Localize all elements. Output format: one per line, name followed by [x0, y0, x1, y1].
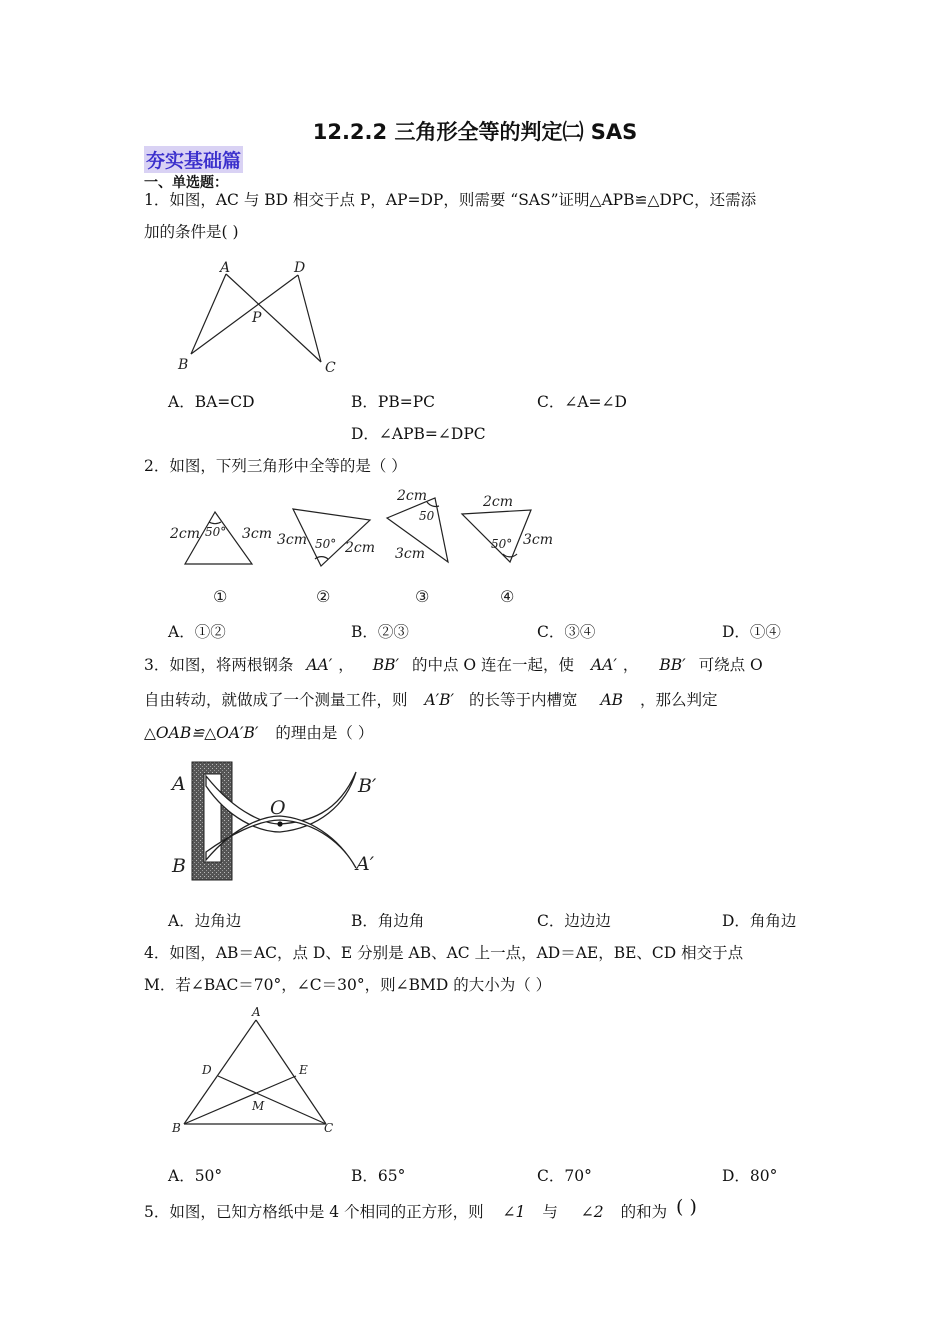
q3-label-b-prime: B′ — [358, 775, 377, 797]
q3-math-bb2: BB′ — [659, 656, 686, 674]
q5-answer-paren: ( ) — [676, 1196, 697, 1218]
q2-t3-angle: 50 — [419, 509, 435, 523]
q2-text-line1: 2．如图，下列三角形中全等的是（ ） — [144, 457, 407, 475]
q2-option-b[interactable]: B．②③ — [351, 623, 409, 641]
q3-text-1c: 可绕点 O — [698, 656, 763, 674]
q4-option-c[interactable]: C．70° — [537, 1167, 592, 1185]
q3-figure — [168, 756, 388, 884]
q4-label-b: B — [172, 1121, 181, 1135]
q2-number-1: ① — [213, 587, 228, 606]
subsection-heading: 一、单选题： — [144, 175, 228, 191]
q2-t4-right: 3cm — [523, 532, 554, 548]
q5-math-angle2: ∠2 — [580, 1203, 604, 1221]
q3-option-a[interactable]: A．边角边 — [168, 912, 242, 930]
q5-math-angle1: ∠1 — [502, 1203, 526, 1221]
q3-math-ab-prime: A′B′ — [424, 691, 455, 709]
q1-text-line1: 1．如图，AC 与 BD 相交于点 P，AP=DP，则需要 “SAS”证明△APB≌△DPC，还需添 — [144, 191, 757, 209]
q3-text-line3 — [144, 721, 373, 743]
q4-option-d[interactable]: D．80° — [722, 1167, 778, 1185]
q2-t3-top: 2cm — [397, 488, 428, 504]
q2-t2-angle: 50° — [315, 537, 337, 551]
q3-label-a-prime: A′ — [356, 853, 375, 875]
q4-option-a[interactable]: A．50° — [168, 1167, 223, 1185]
q5-text-1b: 的和为 — [620, 1203, 668, 1221]
q4-label-c: C — [324, 1121, 334, 1135]
q3-text-2a: 自由转动，就做成了一个测量工件，则 — [144, 691, 408, 709]
q2-number-2: ② — [316, 587, 331, 606]
q4-label-d: D — [202, 1063, 212, 1077]
q1-label-p: P — [252, 310, 262, 326]
q4-label-e: E — [299, 1063, 308, 1077]
q3-text-line2 — [144, 688, 718, 710]
q1-option-a[interactable]: A．BA=CD — [168, 393, 255, 411]
q3-math-ab: AB — [600, 691, 624, 709]
q1-label-b: B — [178, 357, 189, 373]
q2-t3-bottom: 3cm — [395, 546, 426, 562]
q4-figure — [168, 1004, 348, 1140]
q3-text-1a: 3．如图，将两根钢条 — [144, 656, 294, 674]
q2-t4-top: 2cm — [483, 494, 514, 510]
q2-number-4: ④ — [500, 587, 515, 606]
q3-text-2b: 的长等于内槽宽 — [469, 691, 578, 709]
q3-label-b: B — [172, 855, 186, 877]
q5-text-1a: 5．如图，已知方格纸中是 4 个相同的正方形，则 — [144, 1203, 484, 1221]
q2-number-3: ③ — [415, 587, 430, 606]
q2-option-a[interactable]: A．①② — [168, 623, 226, 641]
q3-math-congruence: △OAB≌△OA′B′ — [144, 724, 259, 742]
q4-text-line1: 4．如图，AB＝AC，点 D、E 分别是 AB、AC 上一点，AD＝AE，BE、CD 相交于点 — [144, 944, 744, 962]
q2-t1-left: 2cm — [170, 526, 201, 542]
q1-option-d[interactable]: D．∠APB=∠DPC — [351, 425, 486, 443]
q1-text-line2: 加的条件是( ) — [144, 223, 239, 241]
q3-label-a: A — [172, 773, 186, 795]
q2-t1-angle: 50° — [205, 525, 227, 539]
q3-math-bb1: BB′ — [372, 656, 399, 674]
q4-label-m: M — [252, 1099, 265, 1113]
q3-sep-1: ， — [338, 656, 354, 674]
q2-t2-right: 2cm — [345, 540, 376, 556]
q1-label-a: A — [220, 260, 231, 276]
q3-text-1b: 的中点 O 连在一起，使 — [411, 656, 574, 674]
q3-option-b[interactable]: B．角边角 — [351, 912, 425, 930]
q4-label-a: A — [252, 1005, 261, 1019]
q3-text-2c: ，那么判定 — [640, 691, 718, 709]
q1-figure — [170, 252, 350, 377]
q3-label-o: O — [270, 797, 286, 819]
q2-t2-left: 3cm — [277, 532, 308, 548]
page-title: 12.2.2 三角形全等的判定㈡ SAS — [312, 120, 638, 144]
q3-text-line1 — [144, 653, 763, 675]
section-heading: 夯实基础篇 — [144, 146, 243, 173]
q1-option-c[interactable]: C．∠A=∠D — [537, 393, 627, 411]
q4-text-line2: M．若∠BAC＝70°，∠C＝30°，则∠BMD 的大小为（ ） — [144, 976, 552, 994]
q3-math-aa1: AA′ — [306, 656, 333, 674]
q5-text-line1 — [144, 1196, 697, 1222]
q2-t1-right: 3cm — [242, 526, 273, 542]
q3-sep-2: ， — [622, 656, 639, 674]
q5-text-mid: 与 — [542, 1203, 558, 1221]
q2-figure — [165, 484, 565, 612]
q1-label-c: C — [325, 360, 336, 376]
q3-option-d[interactable]: D．角角边 — [722, 912, 797, 930]
q3-text-3: 的理由是（ ） — [275, 724, 374, 742]
q3-math-aa2: AA′ — [590, 656, 617, 674]
q3-option-c[interactable]: C．边边边 — [537, 912, 611, 930]
q2-option-c[interactable]: C．③④ — [537, 623, 596, 641]
q1-option-b[interactable]: B．PB=PC — [351, 393, 435, 411]
q1-label-d: D — [294, 260, 306, 276]
q2-option-d[interactable]: D．①④ — [722, 623, 781, 641]
q2-t4-angle: 50° — [491, 537, 513, 551]
q4-option-b[interactable]: B．65° — [351, 1167, 406, 1185]
